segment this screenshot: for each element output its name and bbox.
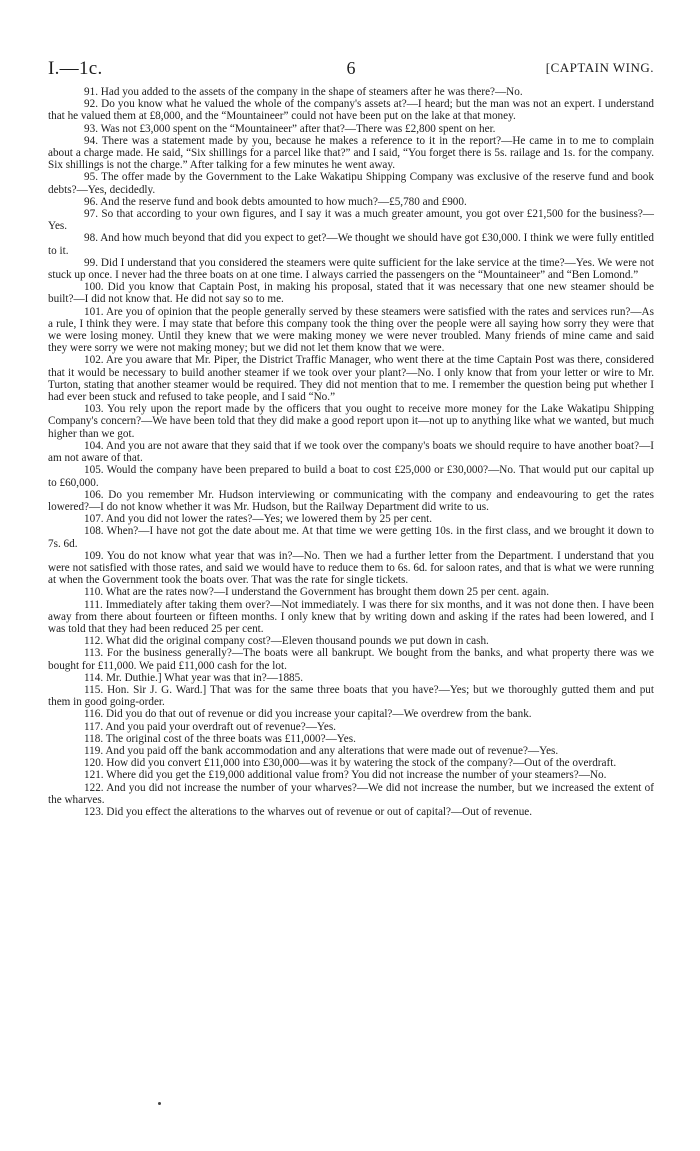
question-99: 99. Did I understand that you considered the steamers were quite sufficient for the lake service at the time?—Yes. We were not stuck up once. I never had the three boats on at one time. I always carried the passengers on the “Mountaineer” and “Ben Lomond.” — [48, 256, 654, 282]
question-121: 121. Where did you get the £19,000 additional value from? You did not increase the number of your steamers?—No. — [84, 769, 607, 782]
question-118: 118. The original cost of the three boats was £11,000?—Yes. — [84, 732, 356, 745]
question-114: 114. Mr. Duthie.] What year was that in?—1885. — [84, 671, 304, 684]
question-105: 105. Would the company have been prepared to build a boat to cost £25,000 or £30,000?—No. That would put our capital up to £60,000. — [48, 464, 654, 489]
question-111: 111. Immediately after taking them over?—Not immediately. I was there for six months, and it was not done then. I have been away from there about fourteen or fifteen months. I only knew that by writing down and asking if the rates had been lowered, and I was told that they had been reduced 25 per cent. — [48, 598, 654, 635]
question-120: 120. How did you convert £11,000 into £30,000—was it by watering the stock of the company?—Out of the overdraft. — [84, 757, 617, 770]
question-119: 119. And you paid off the bank accommodation and any alterations that were made out of revenue?—Yes. — [84, 744, 559, 757]
question-95: 95. The offer made by the Government to the Lake Wakatipu Shipping Company was exclusive of the reserve fund and book debts?—Yes, decidedly. — [48, 171, 654, 196]
question-91: 91. Had you added to the assets of the company in the shape of steamers after he was there?—No. — [84, 86, 523, 98]
question-123: 123. Did you effect the alterations to the wharves out of revenue or out of capital?—Out of revenue. — [84, 805, 533, 818]
document-page — [48, 58, 654, 818]
question-115: 115. Hon. Sir J. G. Ward.] That was for the same three boats that you have?—Yes; but we thoroughly gutted them and put them in good going-order. — [48, 683, 654, 709]
question-101: 101. Are you of opinion that the people generally served by these steamers were satisfied with the rates and services run?—As a rule, I think they were. I may state that before this company took the thing over the people were all saying how sorry they were that we were losing money. Until they knew that we were making money we were never troubled. Many friends of mine came and said they were sorry we were not making money; but we did not let them know that we were. — [48, 305, 654, 355]
question-104: 104. And you are not aware that they said that if we took over the company's boats we should require to have another boat?—I am not aware of that. — [48, 439, 654, 465]
question-117: 117. And you paid your overdraft out of revenue?—Yes. — [84, 720, 336, 733]
question-103: 103. You rely upon the report made by the officers that you ought to receive more money for the Lake Wakatipu Shipping Company's concern?—We have been told that they did make a good report upon it—not up to anything like what we wanted, but much higher than we got. — [48, 403, 654, 440]
question-108: 108. When?—I have not got the date about me. At that time we were getting 10s. in the first class, and we brought it down to 7s. 6d. — [48, 525, 654, 550]
ink-speck — [158, 1102, 161, 1105]
question-106: 106. Do you remember Mr. Hudson interviewing or communicating with the company and endeavouring to get the rates lowered?—I do not know whether it was Mr. Hudson, but the Railway Department did write to us. — [48, 488, 654, 513]
page-number: 6 — [346, 58, 356, 78]
evidence-body — [48, 86, 654, 818]
question-100: 100. Did you know that Captain Post, in making his proposal, stated that it was necessary that one new steamer should be built?—I did not know that. He did not say so to me. — [48, 281, 654, 306]
question-97: 97. So that according to your own figures, and I say it was a much greater amount, you got over £21,500 for the business?—Yes. — [48, 208, 654, 233]
page-header — [48, 58, 654, 80]
question-96: 96. And the reserve fund and book debts amounted to how much?—£5,780 and £900. — [84, 195, 467, 208]
question-107: 107. And you did not lower the rates?—Yes; we lowered them by 25 per cent. — [84, 513, 433, 526]
question-98: 98. And how much beyond that did you expect to get?—We thought we should have got £30,000. I think we were fully entitled to it. — [48, 232, 654, 257]
question-94: 94. There was a statement made by you, because he makes a reference to it in the report?—He came in to me to complain about a charge made. He said, “Six shillings for a parcel like that?” and I said, “You forget there is 5s. railage and 1s. for the company. Six shillings is not the charge.” After talking for a few minutes he went away. — [48, 134, 654, 172]
question-93: 93. Was not £3,000 spent on the “Mountaineer” after that?—There was £2,800 spent on her. — [84, 122, 496, 135]
witness-name: [CAPTAIN WING. — [545, 60, 654, 75]
question-112: 112. What did the original company cost?—Eleven thousand pounds we put down in cash. — [84, 635, 489, 648]
question-109: 109. You do not know what year that was in?—No. Then we had a further letter from the Department. I understand that you were not satisfied with those rates, and said we would have to reduce them to 6s. 6d. for saloon rates, and that is what we were running at when the Government took the boats over. That was the rate for single tickets. — [48, 549, 654, 587]
question-122: 122. And you did not increase the number of your wharves?—We did not increase the number, but we increased the extent of the wharves. — [48, 781, 654, 806]
question-116: 116. Did you do that out of revenue or did you increase your capital?—We overdrew from the bank. — [84, 708, 532, 721]
question-102: 102. Are you aware that Mr. Piper, the District Traffic Manager, who went there at the time Captain Post was there, considered that it would be necessary to build another steamer if we took over your plant?—No. I only know that from your letter or wire to Mr. Turton, stating that another steamer would be required. They did not mention that to me. I remember the question being put whether I had ever been stuck and refused to take people, and I said “No.” — [48, 354, 654, 404]
question-113: 113. For the business generally?—The boats were all bankrupt. We bought from the banks, and what property there was we bought for £11,000. We paid £11,000 cash for the lot. — [48, 647, 654, 672]
paper-reference: I.—1c. — [48, 58, 103, 79]
question-92: 92. Do you know what he valued the whole of the company's assets at?—I heard; but the man was not an expert. I understand that he valued them at £8,000, and the “Mountaineer” could not have been put on the lake at that money. — [48, 98, 654, 123]
question-110: 110. What are the rates now?—I understand the Government has brought them down 25 per cent. again. — [84, 586, 550, 599]
